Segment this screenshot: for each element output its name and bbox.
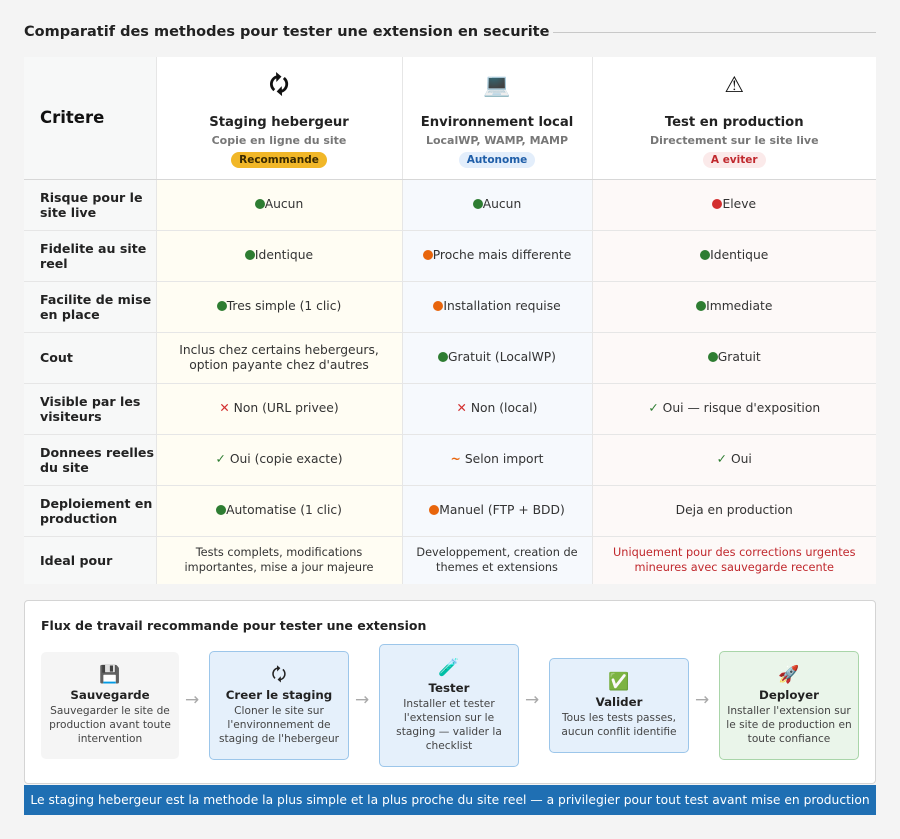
cross-icon: ✕	[456, 401, 467, 415]
table-row	[24, 383, 876, 434]
cell-text: Aucun	[482, 197, 522, 211]
method-header-local	[402, 57, 592, 179]
sync-icon: 🗘	[269, 73, 289, 99]
step-description: Tous les tests passes, aucun conflit identifie	[561, 712, 677, 738]
sync-icon: 🗘	[271, 665, 287, 685]
table-cell	[592, 281, 876, 332]
check-icon: ✓	[215, 452, 226, 466]
table-cell	[592, 536, 876, 584]
status-dot-icon	[473, 199, 483, 209]
method-subtitle: LocalWP, WAMP, MAMP	[425, 134, 569, 148]
standalone-badge: Autonome	[459, 152, 536, 168]
table-cell	[592, 179, 876, 230]
arrow-right-icon: →	[185, 690, 200, 710]
criterion-label: Ideal pour	[24, 536, 156, 584]
cell-text: Non (local)	[470, 401, 538, 415]
cell-text: Deja en production	[675, 503, 793, 517]
recommended-badge: Recommande	[231, 152, 327, 168]
step-title: Creer le staging	[225, 688, 333, 702]
footer-banner: Le staging hebergeur est la methode la plus simple et la plus proche du site reel — a privilegier pour tout test avant mise en production	[24, 785, 876, 815]
cell-text: Proche mais differente	[432, 248, 572, 262]
criterion-label: Deploiement en production	[24, 485, 156, 536]
table-cell	[402, 281, 592, 332]
status-dot-icon	[255, 199, 265, 209]
table-row	[24, 179, 876, 230]
table-cell	[592, 383, 876, 434]
table-cell	[156, 179, 402, 230]
method-header-production	[592, 57, 876, 179]
cell-text: Oui	[730, 452, 752, 466]
table-cell	[156, 434, 402, 485]
cross-icon: ✕	[219, 401, 230, 415]
method-subtitle: Copie en ligne du site	[211, 134, 347, 148]
status-dot-icon	[708, 352, 718, 362]
check-icon: ✓	[648, 401, 659, 415]
cell-text: Automatise (1 clic)	[226, 503, 342, 517]
table-header-row	[24, 57, 876, 179]
status-dot-icon	[429, 505, 439, 515]
method-name: Environnement local	[420, 115, 574, 131]
method-subtitle: Directement sur le site live	[649, 134, 819, 148]
title-divider	[553, 32, 876, 33]
workflow-title: Flux de travail recommande pour tester une extension	[41, 618, 427, 633]
criterion-label: Donnees reelles du site	[24, 434, 156, 485]
arrow-right-icon: →	[355, 690, 370, 710]
warning-icon: ⚠	[724, 73, 745, 99]
table-cell	[156, 230, 402, 281]
table-cell	[402, 536, 592, 584]
cell-text: Immediate	[706, 299, 773, 313]
method-header-staging	[156, 57, 402, 179]
workflow-step	[719, 651, 859, 760]
table-row	[24, 230, 876, 281]
check-icon: ✓	[716, 452, 727, 466]
cell-text: Uniquement pour des corrections urgentes mineures avec sauvegarde recente	[613, 546, 856, 575]
cell-text: Gratuit	[717, 350, 761, 364]
cell-text: Aucun	[264, 197, 304, 211]
tilde-icon: ~	[450, 452, 461, 466]
cell-text: Identique	[710, 248, 769, 262]
step-title: Tester	[428, 681, 470, 695]
step-description: Installer et tester l'extension sur le staging — valider la checklist	[396, 698, 502, 752]
arrow-right-icon: →	[525, 690, 540, 710]
status-dot-icon	[438, 352, 448, 362]
cell-text: Manuel (FTP + BDD)	[439, 503, 565, 517]
status-dot-icon	[216, 505, 226, 515]
criterion-header: Critere	[24, 57, 156, 179]
cell-text: Gratuit (LocalWP)	[448, 350, 556, 364]
rocket-icon: 🚀	[778, 665, 800, 685]
floppy-disk-icon: 💾	[99, 665, 121, 685]
cell-text: Oui (copie exacte)	[229, 452, 343, 466]
step-description: Sauvegarder le site de production avant toute intervention	[49, 705, 171, 745]
table-cell	[402, 383, 592, 434]
cell-text: Non (URL privee)	[233, 401, 339, 415]
step-title: Deployer	[759, 688, 819, 702]
table-row	[24, 332, 876, 383]
arrow-right-icon: →	[695, 690, 710, 710]
test-tube-icon: 🧪	[438, 658, 460, 678]
status-dot-icon	[712, 199, 722, 209]
criterion-label: Risque pour le site live	[24, 179, 156, 230]
workflow-step	[379, 644, 519, 767]
cell-text: Identique	[254, 248, 314, 262]
table-cell	[592, 485, 876, 536]
criterion-label: Facilite de mise en place	[24, 281, 156, 332]
cell-text: Eleve	[722, 197, 757, 211]
step-title: Valider	[595, 695, 643, 709]
table-cell	[402, 434, 592, 485]
page-title	[24, 22, 876, 42]
workflow-panel	[24, 600, 876, 784]
status-dot-icon	[217, 301, 227, 311]
table-cell	[402, 230, 592, 281]
criterion-label: Fidelite au site reel	[24, 230, 156, 281]
workflow-step	[209, 651, 349, 760]
cell-text: Installation requise	[443, 299, 561, 313]
table-row	[24, 281, 876, 332]
table-cell	[156, 383, 402, 434]
table-cell	[402, 179, 592, 230]
table-cell	[592, 230, 876, 281]
table-cell	[156, 332, 402, 383]
method-name: Staging hebergeur	[209, 115, 349, 131]
status-dot-icon	[696, 301, 706, 311]
step-title: Sauvegarde	[70, 688, 150, 702]
cell-text: Selon import	[464, 452, 544, 466]
comparison-table	[24, 57, 876, 584]
workflow-step	[549, 658, 689, 753]
cell-text: Developpement, creation de themes et extensions	[416, 546, 578, 575]
table-cell	[156, 281, 402, 332]
method-name: Test en production	[664, 115, 804, 131]
checkmark-icon: ✅	[608, 672, 630, 692]
workflow-step	[41, 652, 179, 759]
table-cell	[592, 332, 876, 383]
page-title-text: Comparatif des methodes pour tester une extension en securite	[24, 24, 550, 40]
table-cell	[156, 536, 402, 584]
table-cell	[156, 485, 402, 536]
table-row	[24, 485, 876, 536]
status-dot-icon	[245, 250, 255, 260]
criterion-label: Cout	[24, 332, 156, 383]
avoid-badge: A eviter	[703, 152, 766, 168]
cell-text: Inclus chez certains hebergeurs, option payante chez d'autres	[179, 342, 379, 372]
criterion-label: Visible par les visiteurs	[24, 383, 156, 434]
status-dot-icon	[423, 250, 433, 260]
cell-text: Oui — risque d'exposition	[662, 401, 821, 415]
laptop-icon: 💻	[483, 73, 511, 99]
table-row	[24, 434, 876, 485]
cell-text: Tres simple (1 clic)	[226, 299, 342, 313]
cell-text: Tests complets, modifications importantes, mise a jour majeure	[184, 546, 374, 575]
step-description: Cloner le site sur l'environnement de staging de l'hebergeur	[218, 705, 340, 745]
table-cell	[402, 485, 592, 536]
step-description: Installer l'extension sur le site de production en toute confiance	[726, 705, 852, 745]
status-dot-icon	[700, 250, 710, 260]
table-row	[24, 536, 876, 584]
status-dot-icon	[433, 301, 443, 311]
table-cell	[592, 434, 876, 485]
table-cell	[402, 332, 592, 383]
